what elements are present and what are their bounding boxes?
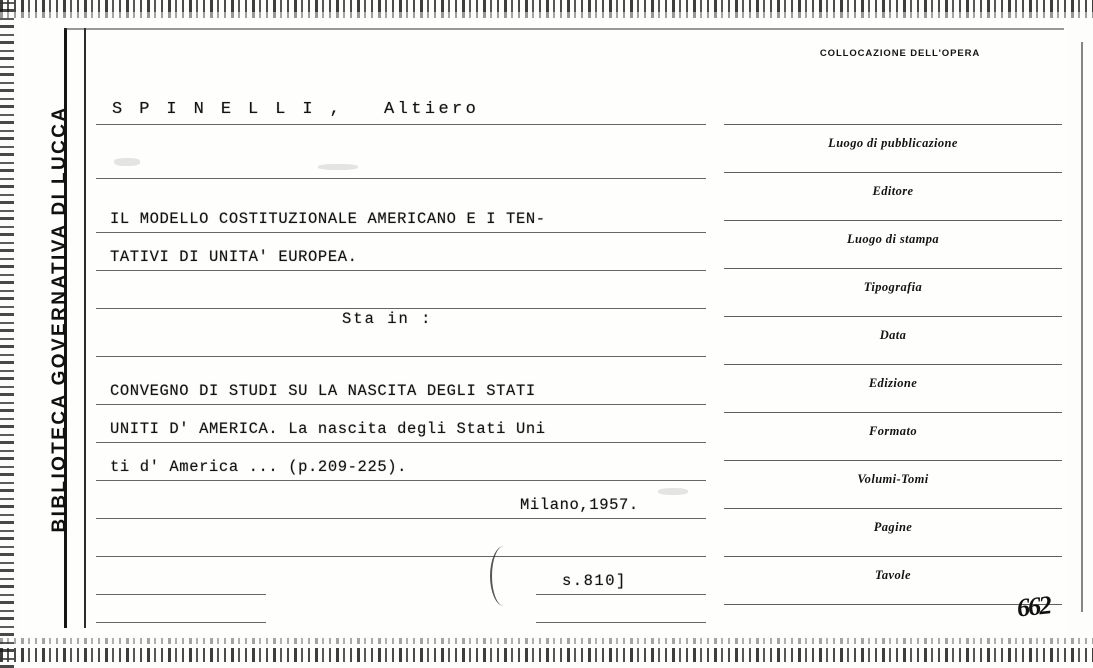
imprint-line: Milano,1957. (520, 496, 639, 514)
rule-line-10 (96, 518, 706, 519)
collocazione-rule-7 (724, 460, 1062, 461)
shelfmark-typed: s.810] (562, 572, 627, 590)
library-stamp: BIBLIOTECA GOVERNATIVA DI LUCCA (49, 105, 70, 533)
paper-smudge-1 (114, 158, 140, 166)
collocazione-label-tavole: Tavole (875, 568, 911, 582)
torn-edge-bottom-secondary (0, 638, 1093, 644)
collocazione-rule-2 (724, 220, 1062, 221)
collocazione-label-pagine: Pagine (873, 520, 913, 534)
collocazione-header: COLLOCAZIONE DELL'OPERA (819, 48, 981, 59)
right-margin-rule (1081, 42, 1083, 612)
paper-smudge-2 (318, 164, 358, 170)
rule-line-13-left (96, 622, 266, 623)
author-line: S P I N E L L I , Altiero (112, 100, 480, 119)
collocazione-rule-6 (724, 412, 1062, 413)
rule-line-12-left (96, 594, 266, 595)
rule-line-8 (96, 442, 706, 443)
rule-line-4 (96, 270, 706, 271)
rule-line-11 (96, 556, 706, 557)
collocazione-label-editore: Editore (872, 184, 914, 198)
torn-edge-top (0, 0, 1093, 12)
collocazione-label-tipografia: Tipografia (863, 280, 923, 294)
title-line-2: TATIVI DI UNITA' EUROPEA. (110, 248, 358, 266)
collocazione-rule-5 (724, 364, 1062, 365)
collocazione-rule-10 (724, 604, 1062, 605)
catalog-card (18, 18, 1068, 636)
collocazione-label-edizione: Edizione (868, 376, 918, 390)
card-border-top (64, 28, 1064, 30)
sta-in-label: Sta in : (342, 310, 433, 328)
collocazione-rule-3 (724, 268, 1062, 269)
card-main-area (96, 42, 714, 628)
rule-line-9 (96, 480, 706, 481)
collocazione-rule-4 (724, 316, 1062, 317)
rule-line-6 (96, 356, 706, 357)
rule-line-5 (96, 308, 706, 309)
source-line-1: CONVEGNO DI STUDI SU LA NASCITA DEGLI STATI (110, 382, 536, 400)
collocazione-label-luogo-di-stampa: Luogo di stampa (846, 232, 940, 246)
pencil-mark (490, 546, 518, 606)
collocazione-rule-9 (724, 556, 1062, 557)
shelfmark-handwritten: 662 (1015, 590, 1052, 623)
title-line-1: IL MODELLO COSTITUZIONALE AMERICANO E I TEN- (110, 210, 546, 228)
collocazione-label-volumi-tomi: Volumi-Tomi (857, 472, 929, 486)
rule-line-1 (96, 124, 706, 125)
paper-smudge-3 (658, 488, 688, 495)
rule-line-13-right (536, 622, 706, 623)
collocazione-rule-0 (724, 124, 1062, 125)
rule-line-3 (96, 232, 706, 233)
rule-line-7 (96, 404, 706, 405)
collocazione-rule-8 (724, 508, 1062, 509)
torn-edge-bottom (0, 648, 1093, 662)
collocazione-label-luogo-di-pubblicazione: Luogo di pubblicazione (828, 136, 958, 150)
torn-edge-left (0, 0, 14, 668)
card-border-inner (84, 28, 86, 628)
source-line-2: UNITI D' AMERICA. La nascita degli Stati Uni (110, 420, 546, 438)
collocazione-label-data: Data (879, 328, 907, 342)
source-line-3: ti d' America ... (p.209-225). (110, 458, 408, 476)
collocazione-label-formato: Formato (869, 424, 917, 438)
rule-line-12-right (536, 594, 706, 595)
collocazione-panel (724, 42, 1064, 628)
collocazione-rule-1 (724, 172, 1062, 173)
rule-line-2 (96, 178, 706, 179)
